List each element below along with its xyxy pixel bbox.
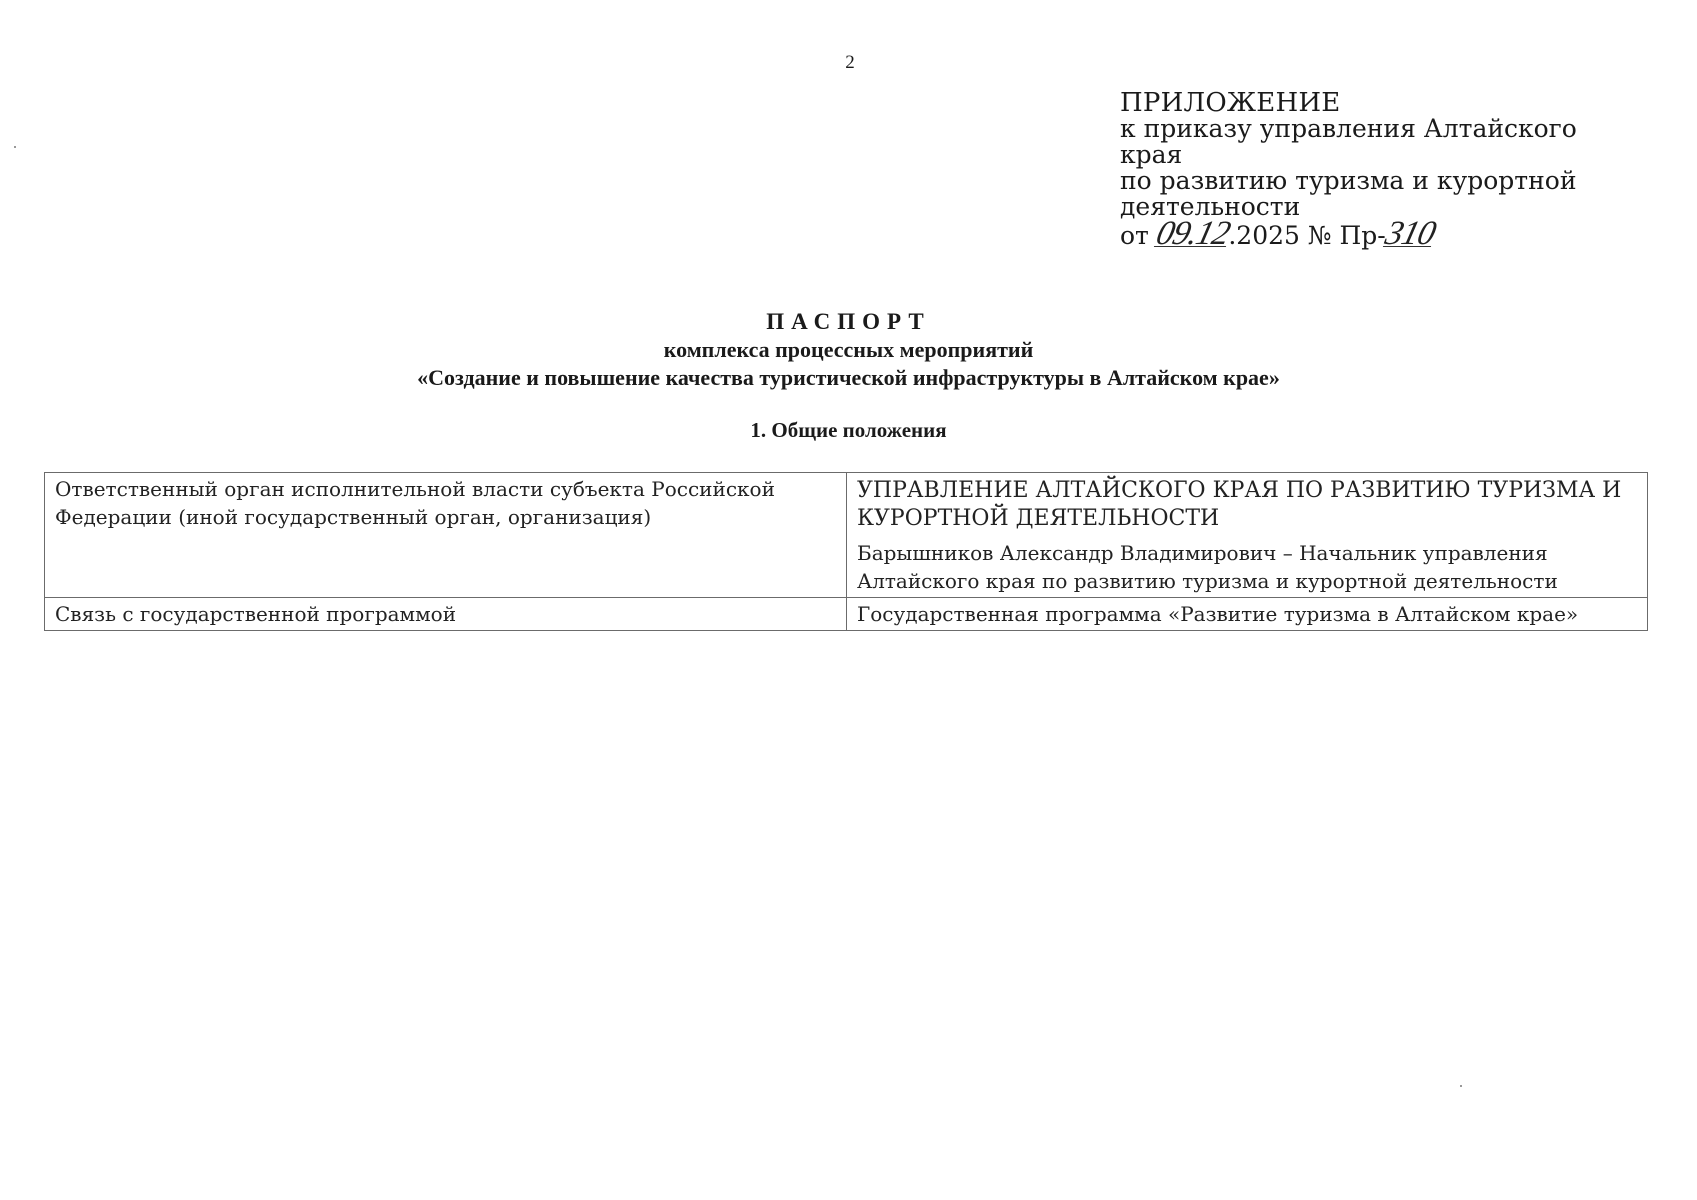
table-cell-value	[847, 473, 1648, 598]
appendix-line-1: к приказу управления Алтайского края	[1120, 114, 1577, 169]
scan-speck	[1460, 1085, 1462, 1087]
table-cell-label: Связь с государственной программой	[45, 598, 847, 631]
page-number: 2	[845, 52, 855, 73]
table-cell-label: Ответственный орган исполнительной власти субъекта Российской Федерации (иной государственный орган, организация)	[45, 473, 847, 598]
scan-speck	[14, 146, 16, 148]
date-prefix: от	[1120, 221, 1149, 250]
title-subtitle: комплекса процессных мероприятий	[663, 337, 1034, 362]
title-word: ПАСПОРТ	[766, 309, 931, 334]
table-cell-value: Государственная программа «Развитие туризма в Алтайском крае»	[847, 598, 1648, 631]
table-row	[45, 473, 1648, 598]
appendix-line-2: по развитию туризма и курортной	[1120, 166, 1577, 195]
section-heading: 1. Общие положения	[750, 418, 947, 442]
table-row	[45, 598, 1648, 631]
appendix-label: ПРИЛОЖЕНИЕ	[1120, 88, 1341, 118]
general-provisions-table	[44, 472, 1648, 631]
handwritten-date: 09.12	[1152, 215, 1234, 252]
organization-head: Барышников Александр Владимирович – Начальник управления Алтайского края по развитию туризма и курортной деятельности	[857, 541, 1558, 593]
handwritten-number: 310	[1381, 215, 1439, 252]
number-prefix: № Пр-	[1307, 221, 1386, 250]
document-title	[0, 308, 1697, 392]
appendix-line-3: деятельности	[1120, 192, 1301, 221]
order-date-line	[1120, 215, 1640, 252]
organization-name: УПРАВЛЕНИЕ АЛТАЙСКОГО КРАЯ ПО РАЗВИТИЮ ТУРИЗМА И КУРОРТНОЙ ДЕЯТЕЛЬНОСТИ	[857, 478, 1622, 531]
date-year: .2025	[1228, 221, 1300, 250]
appendix-header	[1120, 88, 1640, 252]
title-program-name: «Создание и повышение качества туристической инфраструктуры в Алтайском крае»	[417, 365, 1280, 390]
